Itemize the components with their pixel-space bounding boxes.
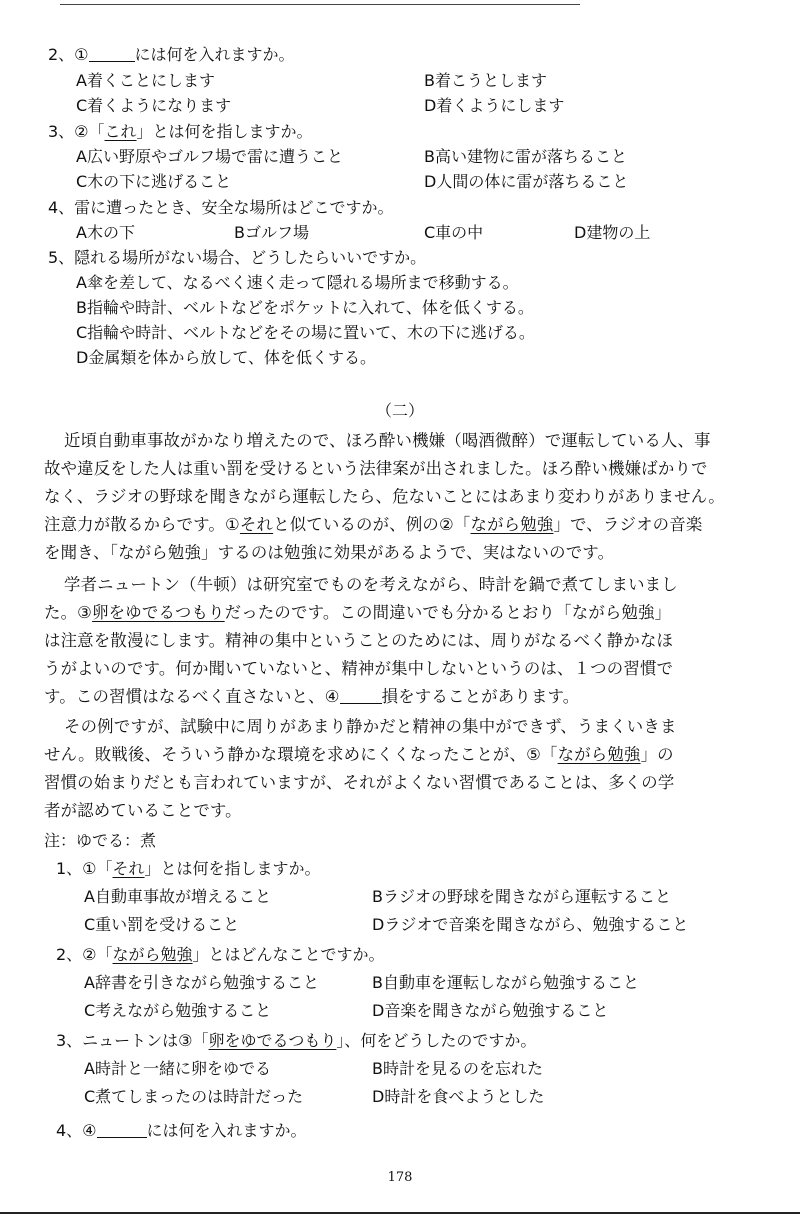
page-number: 178 bbox=[387, 1170, 413, 1185]
p1-q3-option-d: D人間の体に雷が落ちること bbox=[424, 172, 629, 191]
passage-line: せん。敗戦後、そういう静かな環境を求めにくくなったことが、⑤「ながら勉強」の bbox=[44, 745, 674, 764]
p1-q3-option-b: B高い建物に雷が落ちること bbox=[424, 147, 627, 166]
p2-q3-stem: 3、ニュートンは③「卵をゆでるつもり」、何をどうしたのですか。 bbox=[56, 1031, 537, 1050]
p2-q1-option-a: A自動車事故が増えること bbox=[84, 887, 271, 906]
p1-q2-option-d: D着くようにします bbox=[424, 96, 565, 115]
p2-q2-option-a: A辞書を引きながら勉強すること bbox=[84, 973, 319, 992]
passage-line: た。③卵をゆでるつもりだったのです。この間違いでも分かるとおり「ながら勉強」 bbox=[44, 603, 672, 622]
keyword: これ bbox=[104, 122, 137, 141]
p2-q1-option-b: Bラジオの野球を聞きながら運転すること bbox=[372, 887, 671, 906]
passage-line: 故や違反をした人は重い罰を受けるという法律案が出されました。ほろ酔い機嫌ばかりで bbox=[44, 459, 708, 478]
p1-q5-option-d: D金属類を体から放して、体を低くする。 bbox=[76, 348, 377, 367]
p1-q5-stem: 5、隠れる場所がない場合、どうしたらいいですか。 bbox=[48, 248, 427, 267]
p2-q3-option-d: D時計を食べようとした bbox=[372, 1087, 545, 1106]
vocab-note: 注：ゆでる：煮 bbox=[44, 831, 157, 850]
answer-blank bbox=[89, 45, 135, 62]
p2-q1-option-d: Dラジオで音楽を聞きながら、勉強すること bbox=[372, 915, 689, 934]
p2-q3-option-b: B時計を見るのを忘れた bbox=[372, 1059, 543, 1078]
p1-q3-option-a: A広い野原やゴルフ場で雷に遭うこと bbox=[76, 147, 343, 166]
passage-line: 習慣の始まりだとも言われていますが、それがよくない習慣であることは、多くの学 bbox=[44, 773, 675, 792]
p2-q3-option-a: A時計と一緒に卵をゆでる bbox=[84, 1059, 271, 1078]
p2-q2-option-d: D音楽を聞きながら勉強すること bbox=[372, 1001, 609, 1020]
p2-q1-option-c: C重い罰を受けること bbox=[84, 915, 240, 934]
p2-q2-stem: 2、②「ながら勉強」とはどんなことですか。 bbox=[56, 945, 385, 964]
p2-q1-stem: 1、①「それ」とは何を指しますか。 bbox=[56, 859, 321, 878]
keyword: ながら勉強 bbox=[557, 745, 641, 764]
keyword: ながら勉強 bbox=[112, 945, 193, 964]
p1-q2-option-c: C着くようになります bbox=[76, 96, 232, 115]
keyword: それ bbox=[239, 515, 274, 534]
p2-q2-option-b: B自動車を運転しながら勉強すること bbox=[372, 973, 639, 992]
passage-line: 注意力が散るからです。①それと似ているのが、例の②「ながら勉強」で、ラジオの音楽 bbox=[44, 515, 703, 534]
p1-q4-option-a: A木の下 bbox=[76, 223, 135, 242]
p2-q3-option-c: C煮てしまったのは時計だった bbox=[84, 1087, 304, 1106]
passage-line: うがよいのです。何か聞いていないと、精神が集中しないというのは、１つの習慣で bbox=[44, 659, 674, 678]
keyword: 卵をゆでるつもり bbox=[208, 1031, 337, 1050]
passage-line: は注意を散漫にします。精神の集中ということのためには、周りがなるべく静かなほ bbox=[44, 631, 674, 650]
keyword: ながら勉強 bbox=[470, 515, 554, 534]
bottom-rule bbox=[0, 1212, 800, 1214]
p1-q2-option-b: B着こうとします bbox=[424, 71, 547, 90]
keyword: 卵をゆでるつもり bbox=[92, 603, 225, 622]
p1-q3-option-c: C木の下に逃げること bbox=[76, 172, 232, 191]
p1-q4-option-d: D建物の上 bbox=[574, 223, 651, 242]
p1-q5-option-b: B指輪や時計、ベルトなどをポケットに入れて、体を低くする。 bbox=[76, 298, 534, 317]
p1-q3-stem: 3、②「これ」とは何を指しますか。 bbox=[48, 122, 313, 141]
answer-blank bbox=[340, 687, 382, 704]
top-rule bbox=[60, 4, 580, 5]
p1-q5-option-a: A傘を差して、なるべく速く走って隠れる場所まで移動する。 bbox=[76, 273, 519, 292]
p1-q4-option-b: Bゴルフ場 bbox=[234, 223, 309, 242]
p1-q2-stem: 2、① には何を入れますか。 bbox=[48, 45, 295, 64]
keyword: それ bbox=[112, 859, 145, 878]
p1-q2-option-a: A着くことにします bbox=[76, 71, 215, 90]
p1-q4-stem: 4、雷に遭ったとき、安全な場所はどこですか。 bbox=[48, 198, 394, 217]
passage-line: なく、ラジオの野球を聞きながら運転したら、危ないことにはあまり変わりがありません。 bbox=[44, 487, 725, 506]
passage-line: 近頃自動車事故がかなり増えたので、ほろ酔い機嫌（喝酒微醉）で運転している人、事 bbox=[64, 431, 711, 450]
passage-line: を聞き、「ながら勉強」するのは勉強に効果があるようで、実はないのです。 bbox=[44, 543, 615, 562]
p1-q4-option-c: C車の中 bbox=[424, 223, 484, 242]
passage-line: その例ですが、試験中に周りがあまり静かだと精神の集中ができず、うまくいきま bbox=[64, 717, 677, 736]
passage-line: 者が認めていることです。 bbox=[44, 801, 242, 820]
answer-blank bbox=[97, 1121, 147, 1138]
p2-q4-stem: 4、④ には何を入れますか。 bbox=[56, 1121, 307, 1140]
p1-q5-option-c: C指輪や時計、ベルトなどをその場に置いて、木の下に逃げる。 bbox=[76, 323, 535, 342]
p2-q2-option-c: C考えながら勉強すること bbox=[84, 1001, 272, 1020]
section-title: （二） bbox=[375, 401, 424, 420]
passage-line: 学者ニュートン（牛顿）は研究室でものを考えながら、時計を鍋で煮てしまいまし bbox=[64, 575, 678, 594]
passage-line: す。この習慣はなるべく直さないと、④ 損をすることがあります。 bbox=[44, 687, 580, 706]
